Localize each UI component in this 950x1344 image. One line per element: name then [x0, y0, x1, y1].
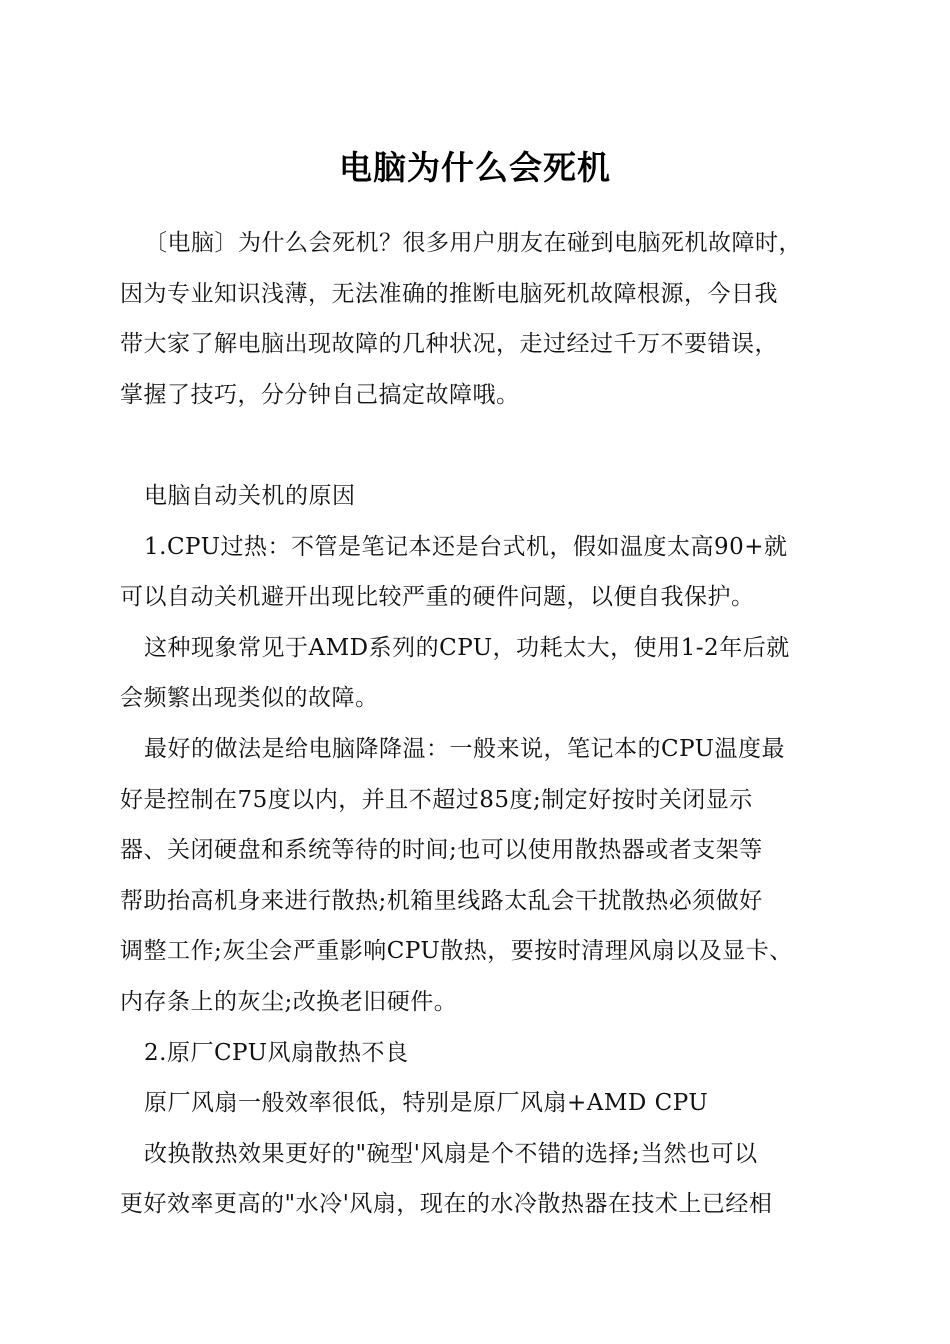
paragraph-line: 因为专业知识浅薄，无法准确的推断电脑死机故障根源，今日我 — [120, 280, 778, 307]
document-body — [120, 218, 840, 1230]
paragraph-line: 带大家了解电脑出现故障的几种状况，走过经过千万不要错误， — [120, 331, 778, 358]
paragraph-line: 好是控制在75度以内，并且不超过85度;制定好按时关闭显示 — [120, 786, 753, 813]
paragraph-line: 更好效率更高的"水冷'风扇，现在的水冷散热器在技术上已经相 — [120, 1191, 773, 1218]
paragraph-line: 帮助抬高机身来进行散热;机箱里线路太乱会干扰散热必须做好 — [120, 887, 763, 914]
paragraph-spacer — [120, 420, 840, 471]
paragraph-line: 内存条上的灰尘;改换老旧硬件。 — [120, 988, 458, 1015]
paragraph-line: 调整工作;灰尘会严重影响CPU散热，要按时清理风扇以及显卡、 — [120, 938, 793, 965]
section-heading: 电脑自动关机的原因 — [144, 482, 356, 509]
paragraph-line: 掌握了技巧，分分钟自己搞定故障哦。 — [120, 381, 520, 408]
paragraph-line: 器、关闭硬盘和系统等待的时间;也可以使用散热器或者支架等 — [120, 837, 763, 864]
paragraph-line: 1.CPU过热：不管是笔记本还是台式机，假如温度太高90+就 — [144, 533, 788, 560]
paragraph-line: 原厂风扇一般效率很低，特别是原厂风扇+AMD CPU — [144, 1090, 709, 1117]
paragraph-line: 会频繁出现类似的故障。 — [120, 685, 379, 712]
paragraph-line: 可以自动关机避开出现比较严重的硬件问题，以便自我保护。 — [120, 584, 755, 611]
section-heading: 2.原厂CPU风扇散热不良 — [144, 1039, 409, 1066]
paragraph-line: 改换散热效果更好的"碗型'风扇是个不错的选择;当然也可以 — [144, 1140, 758, 1167]
paragraph-line: 最好的做法是给电脑降降温：一般来说，笔记本的CPU温度最 — [144, 735, 786, 762]
paragraph-line: 〔电脑〕为什么会死机？很多用户朋友在碰到电脑死机故障时， — [144, 230, 802, 256]
paragraph-line: 这种现象常见于AMD系列的CPU，功耗太大，使用1-2年后就 — [144, 634, 790, 661]
page-title: 电脑为什么会死机 — [339, 148, 611, 187]
